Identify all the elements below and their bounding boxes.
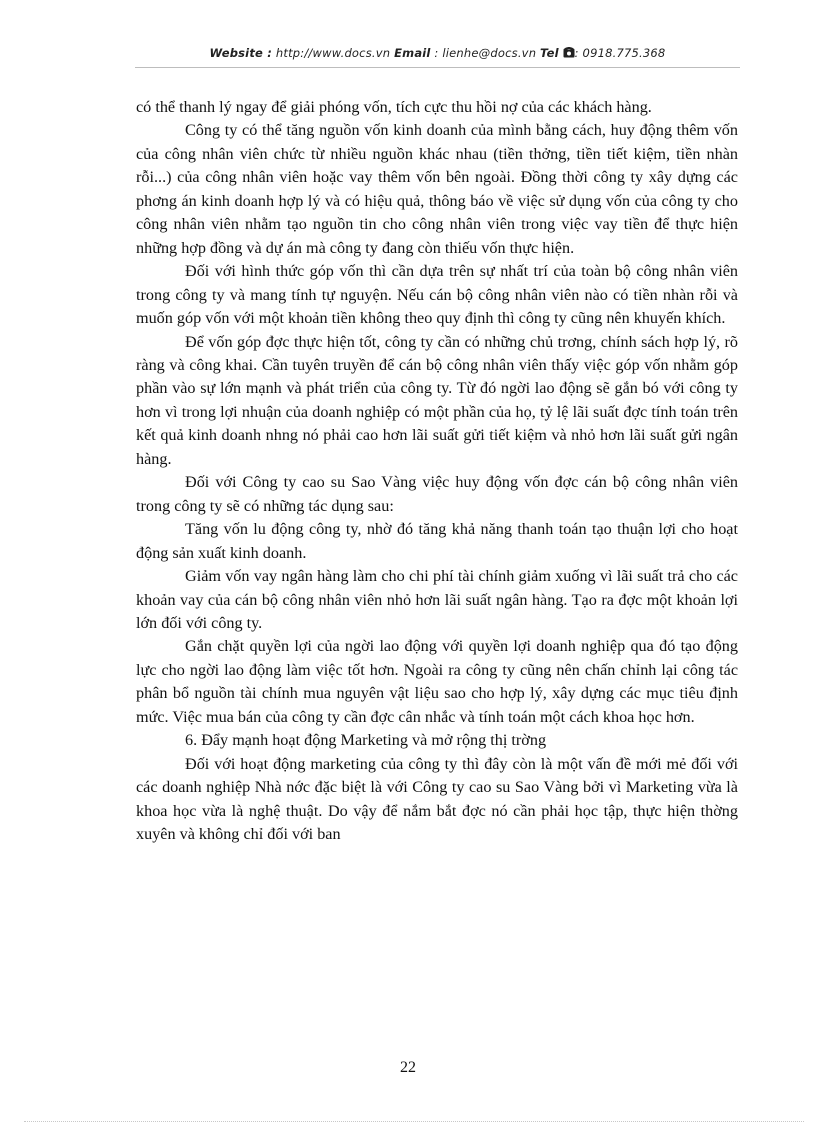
paragraph: Tăng vốn lu động công ty, nhờ đó tăng khả năng thanh toán tạo thuận lợi cho hoạt động sản xuất kinh doanh.: [136, 520, 738, 562]
page-header: [135, 46, 740, 60]
paragraph: Đối với hoạt động marketing của công ty thì đây còn là một vấn đề mới mẻ đối với các doanh nghiệp Nhà nớc đặc biệt là với Công ty cao su Sao Vàng bởi vì Marketing vừa là khoa học vừa là nghệ thuật. Do vậy để nắm bắt đợc nó cần phải học tập, thực hiện thờng xuyên và không chỉ đối với ban: [136, 754, 738, 844]
page-bottom-border: [24, 1121, 804, 1122]
email-label: Email: [394, 46, 431, 60]
paragraph: có thể thanh lý ngay để giải phóng vốn, tích cực thu hồi nợ của các khách hàng.: [136, 98, 652, 116]
page-number: 22: [400, 1059, 416, 1076]
section-heading: 6. Đẩy mạnh hoạt động Marketing và mở rộng thị trờng: [185, 731, 547, 750]
tel-value: : 0918.775.368: [574, 46, 666, 60]
email-value[interactable]: : lienhe@docs.vn: [430, 46, 541, 60]
paragraph: Để vốn góp đợc thực hiện tốt, công ty cần có những chủ trơng, chính sách hợp lý, rõ ràng và công khai. Cần tuyên truyền để cán bộ công nhân viên thấy việc góp vốn nhằm góp phần vào sự lớn mạnh và phát triển của công ty. Từ đó ngời lao động sẽ gắn bó với công ty hơn vì trong lợi nhuận của doanh nghiệp có một phần của họ, tỷ lệ lãi suất đợc tính toán trên kết quả kinh doanh nhng nó phải cao hơn lãi suất gửi tiết kiệm và nhỏ hơn lãi suất gửi ngân hàng.: [136, 332, 738, 468]
tel-label: Tel: [540, 46, 559, 60]
page-body: [136, 96, 738, 847]
paragraph: Đối với Công ty cao su Sao Vàng việc huy động vốn đợc cán bộ công nhân viên trong công ty sẽ có những tác dụng sau:: [136, 473, 738, 515]
website-label: Website :: [209, 46, 273, 60]
paragraph: Đối với hình thức góp vốn thì cần dựa trên sự nhất trí của toàn bộ công nhân viên trong công ty và mang tính tự nguyện. Nếu cán bộ công nhân viên nào có tiền nhàn rỗi và muốn góp vốn với một khoản tiền không theo quy định thì công ty cũng nên khuyến khích.: [136, 262, 738, 328]
paragraph: Công ty có thể tăng nguồn vốn kinh doanh của mình bằng cách, huy động thêm vốn của công nhân viên chức từ nhiều nguồn khác nhau (tiền thởng, tiền tiết kiệm, tiền nhàn rỗi...) của công nhân viên hoặc vay thêm vốn bên ngoài. Đồng thời công ty xây dựng các phơng án kinh doanh hợp lý và có hiệu quả, thông báo về việc sử dụng vốn của công ty cho công nhân viên nhằm tạo nguồn tin cho công nhân viên trong việc vay tiền để thực hiện những hợp đồng và dự án mà công ty đang còn thiếu vốn thực hiện.: [136, 121, 738, 257]
paragraph: Giảm vốn vay ngân hàng làm cho chi phí tài chính giảm xuống vì lãi suất trả cho các khoản vay của cán bộ công nhân viên nhỏ hơn lãi suất ngân hàng. Tạo ra đợc một khoản lợi lớn đối với công ty.: [136, 567, 738, 632]
telephone-icon: [563, 46, 575, 60]
paragraph: Gắn chặt quyền lợi của ngời lao động với quyền lợi doanh nghiệp qua đó tạo động lực cho ngời lao động làm việc tốt hơn. Ngoài ra công ty cũng nên chấn chỉnh lại công tác phân bổ nguồn tài chính mua nguyên vật liệu sao cho hợp lý, xây dựng các mục tiêu định mức. Việc mua bán của công ty cần đợc cân nhắc và tính toán một cách khoa học hơn.: [136, 637, 738, 726]
website-url[interactable]: http://www.docs.vn: [272, 46, 395, 60]
header-rule: [135, 67, 740, 68]
